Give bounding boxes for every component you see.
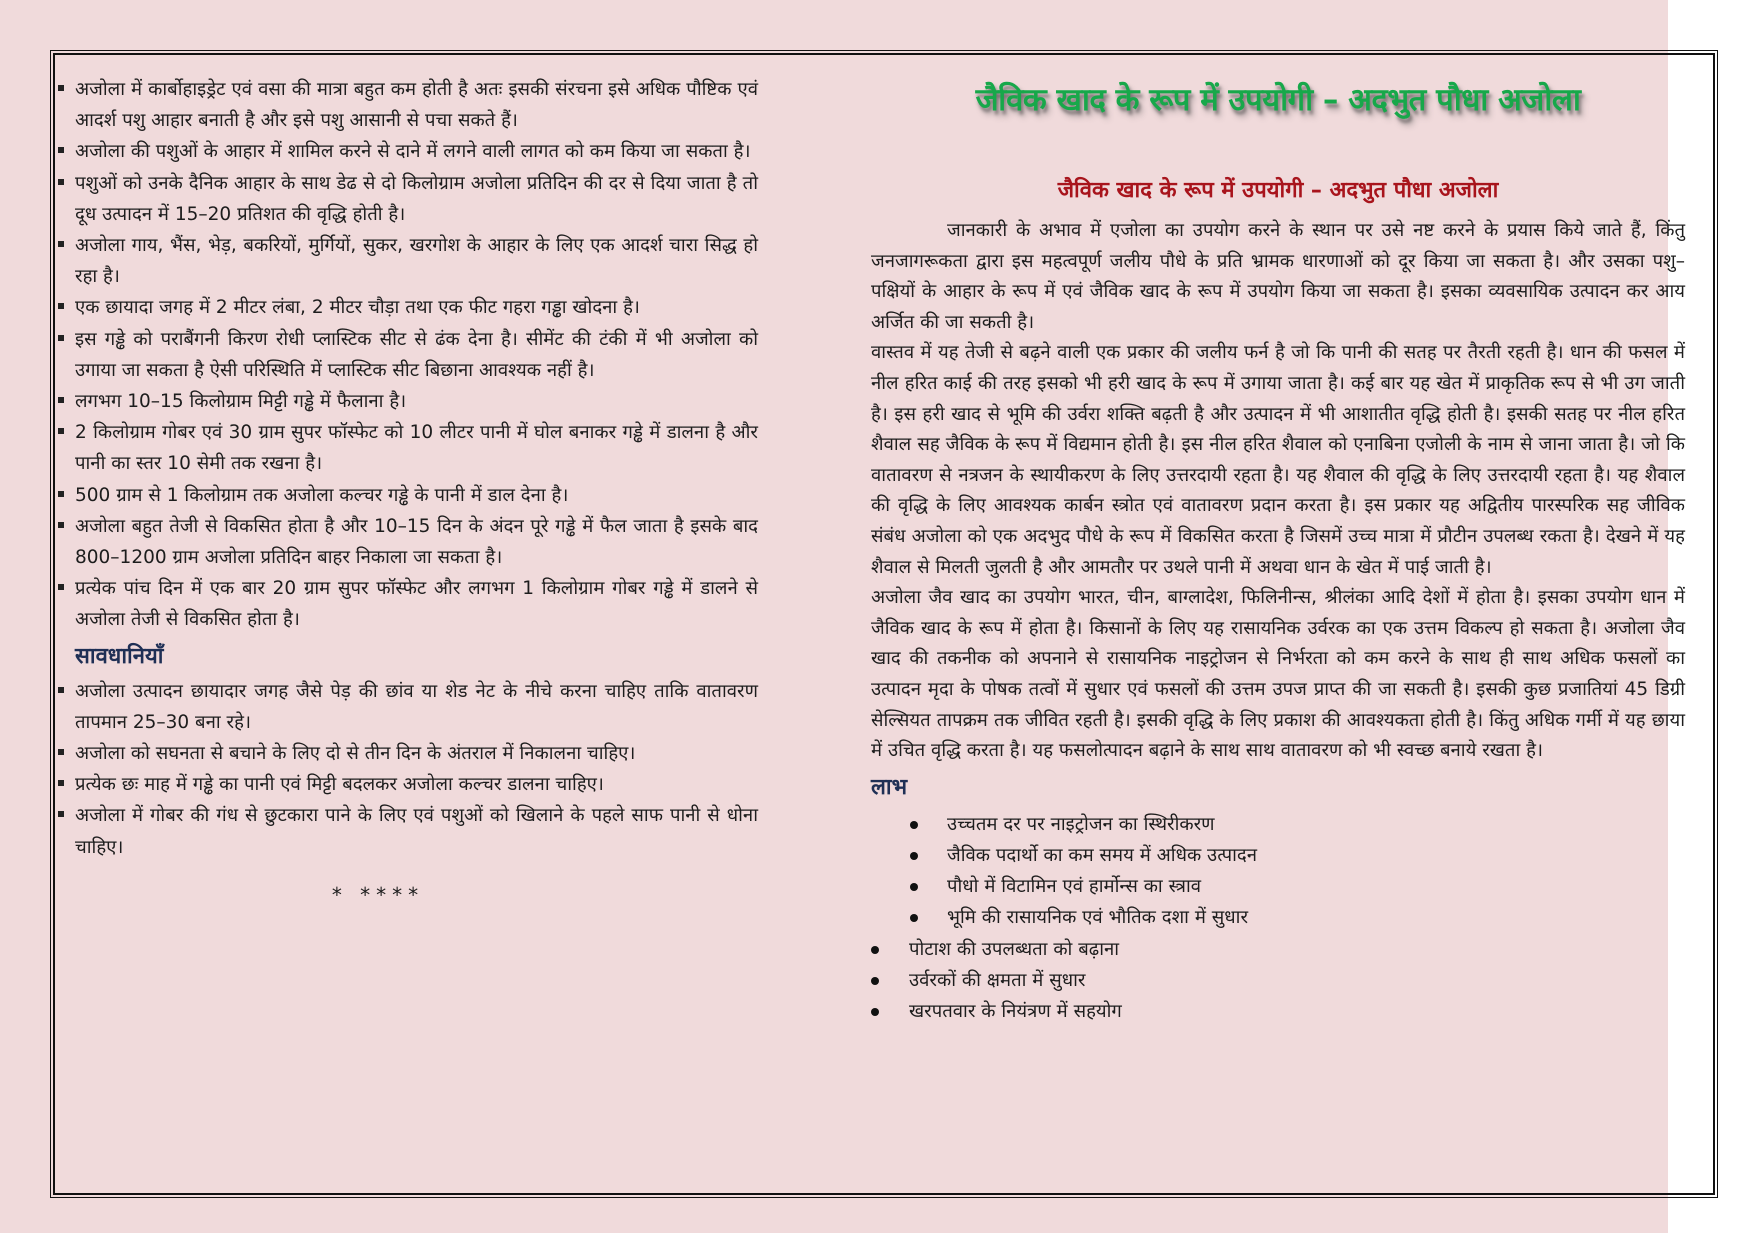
paragraph-usage: अजोला जैव खाद का उपयोग भारत, चीन, बाग्लादेश, फिलिनीन्स, श्रीलंका आदि देशों में होता है। इसका उपयोग धान में जैविक खाद के रूप में होता है। किसानों के लिए यह रासायनिक उर्वरक का एक उत्तम विकल्प हो सकता है। अजोला जैव खाद की तकनीक को अपनाने से रासायनिक नाइट्रोजन से निर्भरता को कम करने के साथ ही साथ अधिक फसलों का उत्पादन मृदा के पोषक तत्वों में सुधार एवं फसलों की उत्तम उपज प्राप्त की जा सकती है। इसकी कुछ प्रजातियां 45 डिग्री सेल्सियत तापक्रम तक जीवित रहती है। इसकी वृद्धि के लिए प्रकाश की आवश्यकता होती है। किंतु अधिक गर्मी में यह छाया में उचित वृद्धि करता है। यह फसलोत्पादन बढ़ाने के साथ साथ वातावरण को भी स्वच्छ बनाये रखता है। xyxy=(871,587,1685,762)
list-item: प्रत्येक पांच दिन में एक बार 20 ग्राम सुपर फॉस्फेट और लगभग 1 किलोग्राम गोबर गड्ढे में डालने से अजोला तेजी से विकसित होता है। xyxy=(58,573,758,635)
list-item: पौधो में विटामिन एवं हार्मोन्स का स्त्राव xyxy=(871,871,1685,902)
benefits-list xyxy=(871,809,1685,1027)
article-title: जैविक खाद के रूप में उपयोगी – अदभुत पौधा अजोला xyxy=(1057,178,1499,203)
list-item: भूमि की रासायनिक एवं भौतिक दशा में सुधार xyxy=(871,902,1685,933)
list-item: उर्वरकों की क्षमता में सुधार xyxy=(871,965,1685,996)
list-item: पोटाश की उपलब्धता को बढ़ाना xyxy=(871,934,1685,965)
list-item: उच्चतम दर पर नाइट्रोजन का स्थिरीकरण xyxy=(871,809,1685,840)
list-item: 2 किलोग्राम गोबर एवं 30 ग्राम सुपर फॉस्फेट को 10 लीटर पानी में घोल बनाकर गड्ढे में डालना है और पानी का स्तर 10 सेमी तक रखना है। xyxy=(58,417,758,479)
precautions-list xyxy=(58,676,758,863)
precautions-heading: सावधानियाँ xyxy=(75,643,164,669)
list-item: अजोला में कार्बोहाइड्रेट एवं वसा की मात्रा बहुत कम होती है अतः इसकी संरचना इसे अधिक पौष्टिक एवं आदर्श पशु आहार बनाती है और इसे पशु आसानी से पचा सकते हैं। xyxy=(58,74,758,136)
list-item: अजोला की पशुओं के आहार में शामिल करने से दाने में लगने वाली लागत को कम किया जा सकता है। xyxy=(58,136,758,167)
benefits-list-left xyxy=(58,74,758,636)
list-item: अजोला बहुत तेजी से विकसित होता है और 10–15 दिन के अंदन पूरे गड्ढे में फैल जाता है इसके बाद 800–1200 ग्राम अजोला प्रतिदिन बाहर निकाला जा सकता है। xyxy=(58,511,758,573)
list-item: अजोला में गोबर की गंध से छुटकारा पाने के लिए एवं पशुओं को खिलाने के पहले साफ पानी से धोना चाहिए। xyxy=(58,800,758,862)
left-column xyxy=(58,74,758,907)
paragraph-description: वास्तव में यह तेजी से बढ़ने वाली एक प्रकार की जलीय फर्न है जो कि पानी की सतह पर तैरती रहती है। धान की फसल में नील हरित काई की तरह इसको भी हरी खाद के रूप में उगाया जाता है। कई बार यह खेत में प्राकृतिक रूप से भी उग जाती है। इस हरी खाद से भूमि की उर्वरा शक्ति बढ़ती है और उत्पादन में भी आशातीत वृद्धि होती है। इसकी सतह पर नील हरित शैवाल सह जैविक के रूप में विद्यमान होती है। इस नील हरित शैवाल को एनाबिना एजोली के नाम से जाना जाता है। जो कि वातावरण से नत्रजन के स्थायीकरण के लिए उत्तरदायी रहता है। यह शैवाल की वृद्धि के लिए उत्तरदायी रहता है। यह शैवाल की वृद्धि के लिए आवश्यक कार्बन स्त्रोत एवं वातावरण प्रदान करता है। इस प्रकार यह अद्वितीय पारस्परिक सह जीविक संबंध अजोला को एक अदभुद पौधे के रूप में विकसित करता है जिसमें उच्च मात्रा में प्रौटीन उपलब्ध रकता है। देखने में यह शैवाल से मिलती जुलती है और आमतौर पर उथले पानी में अथवा धान के खेत में पाई जाती है। xyxy=(871,342,1685,578)
list-item: 500 ग्राम से 1 किलोग्राम तक अजोला कल्चर गड्ढे के पानी में डाल देना है। xyxy=(58,480,758,511)
list-item: अजोला गाय, भैंस, भेड़, बकरियों, मुर्गियों, सुकर, खरगोश के आहार के लिए एक आदर्श चारा सिद्ध हो रहा है। xyxy=(58,230,758,292)
list-item: अजोला को सघनता से बचाने के लिए दो से तीन दिन के अंतराल में निकालना चाहिए। xyxy=(58,738,758,769)
list-item: लगभग 10–15 किलोग्राम मिट्टी गड्ढे में फैलाना है। xyxy=(58,386,758,417)
list-item: प्रत्येक छः माह में गड्ढे का पानी एवं मिट्टी बदलकर अजोला कल्चर डालना चाहिए। xyxy=(58,769,758,800)
list-item: इस गड्ढे को पराबैंगनी किरण रोधी प्लास्टिक सीट से ढंक देना है। सीमेंट की टंकी में भी अजोला को उगाया जा सकता है ऐसी परिस्थिति में प्लास्टिक सीट बिछाना आवश्यक नहीं है। xyxy=(58,324,758,386)
list-item: एक छायादा जगह में 2 मीटर लंबा, 2 मीटर चौड़ा तथा एक फीट गहरा गड्ढा खोदना है। xyxy=(58,292,758,323)
list-item: खरपतवार के नियंत्रण में सहयोग xyxy=(871,996,1685,1027)
benefits-heading: लाभ xyxy=(871,774,908,800)
right-column xyxy=(871,74,1685,1027)
list-item: पशुओं को उनके दैनिक आहार के साथ डेढ से दो किलोग्राम अजोला प्रतिदिन की दर से दिया जाता है तो दूध उत्पादन में 15–20 प्रतिशत की वृद्धि होती है। xyxy=(58,168,758,230)
banner-title: जैविक खाद के रूप में उपयोगी – अदभुत पौधा अजोला xyxy=(975,82,1581,118)
list-item: अजोला उत्पादन छायादार जगह जैसे पेड़ की छांव या शेड नेट के नीचे करना चाहिए ताकि वातावरण तापमान 25–30 बना रहे। xyxy=(58,676,758,738)
list-item: जैविक पदार्थो का कम समय में अधिक उत्पादन xyxy=(871,840,1685,871)
paragraph-intro: जानकारी के अभाव में एजोला का उपयोग करने के स्थान पर उसे नष्ट करने के प्रयास किये जाते हैं, किंतु जनजागरूकता द्वारा इस महत्वपूर्ण जलीय पौधे के प्रति भ्रामक धारणाओं को दूर किया जा सकता है। और उसका पशु–पक्षियों के आहार के रूप में एवं जैविक खाद के रूप में उपयोग किया जा सकता है। इसका व्यवसायिक उत्पादन कर आय अर्जित की जा सकती है। xyxy=(871,220,1685,333)
end-mark: * **** xyxy=(331,882,425,907)
